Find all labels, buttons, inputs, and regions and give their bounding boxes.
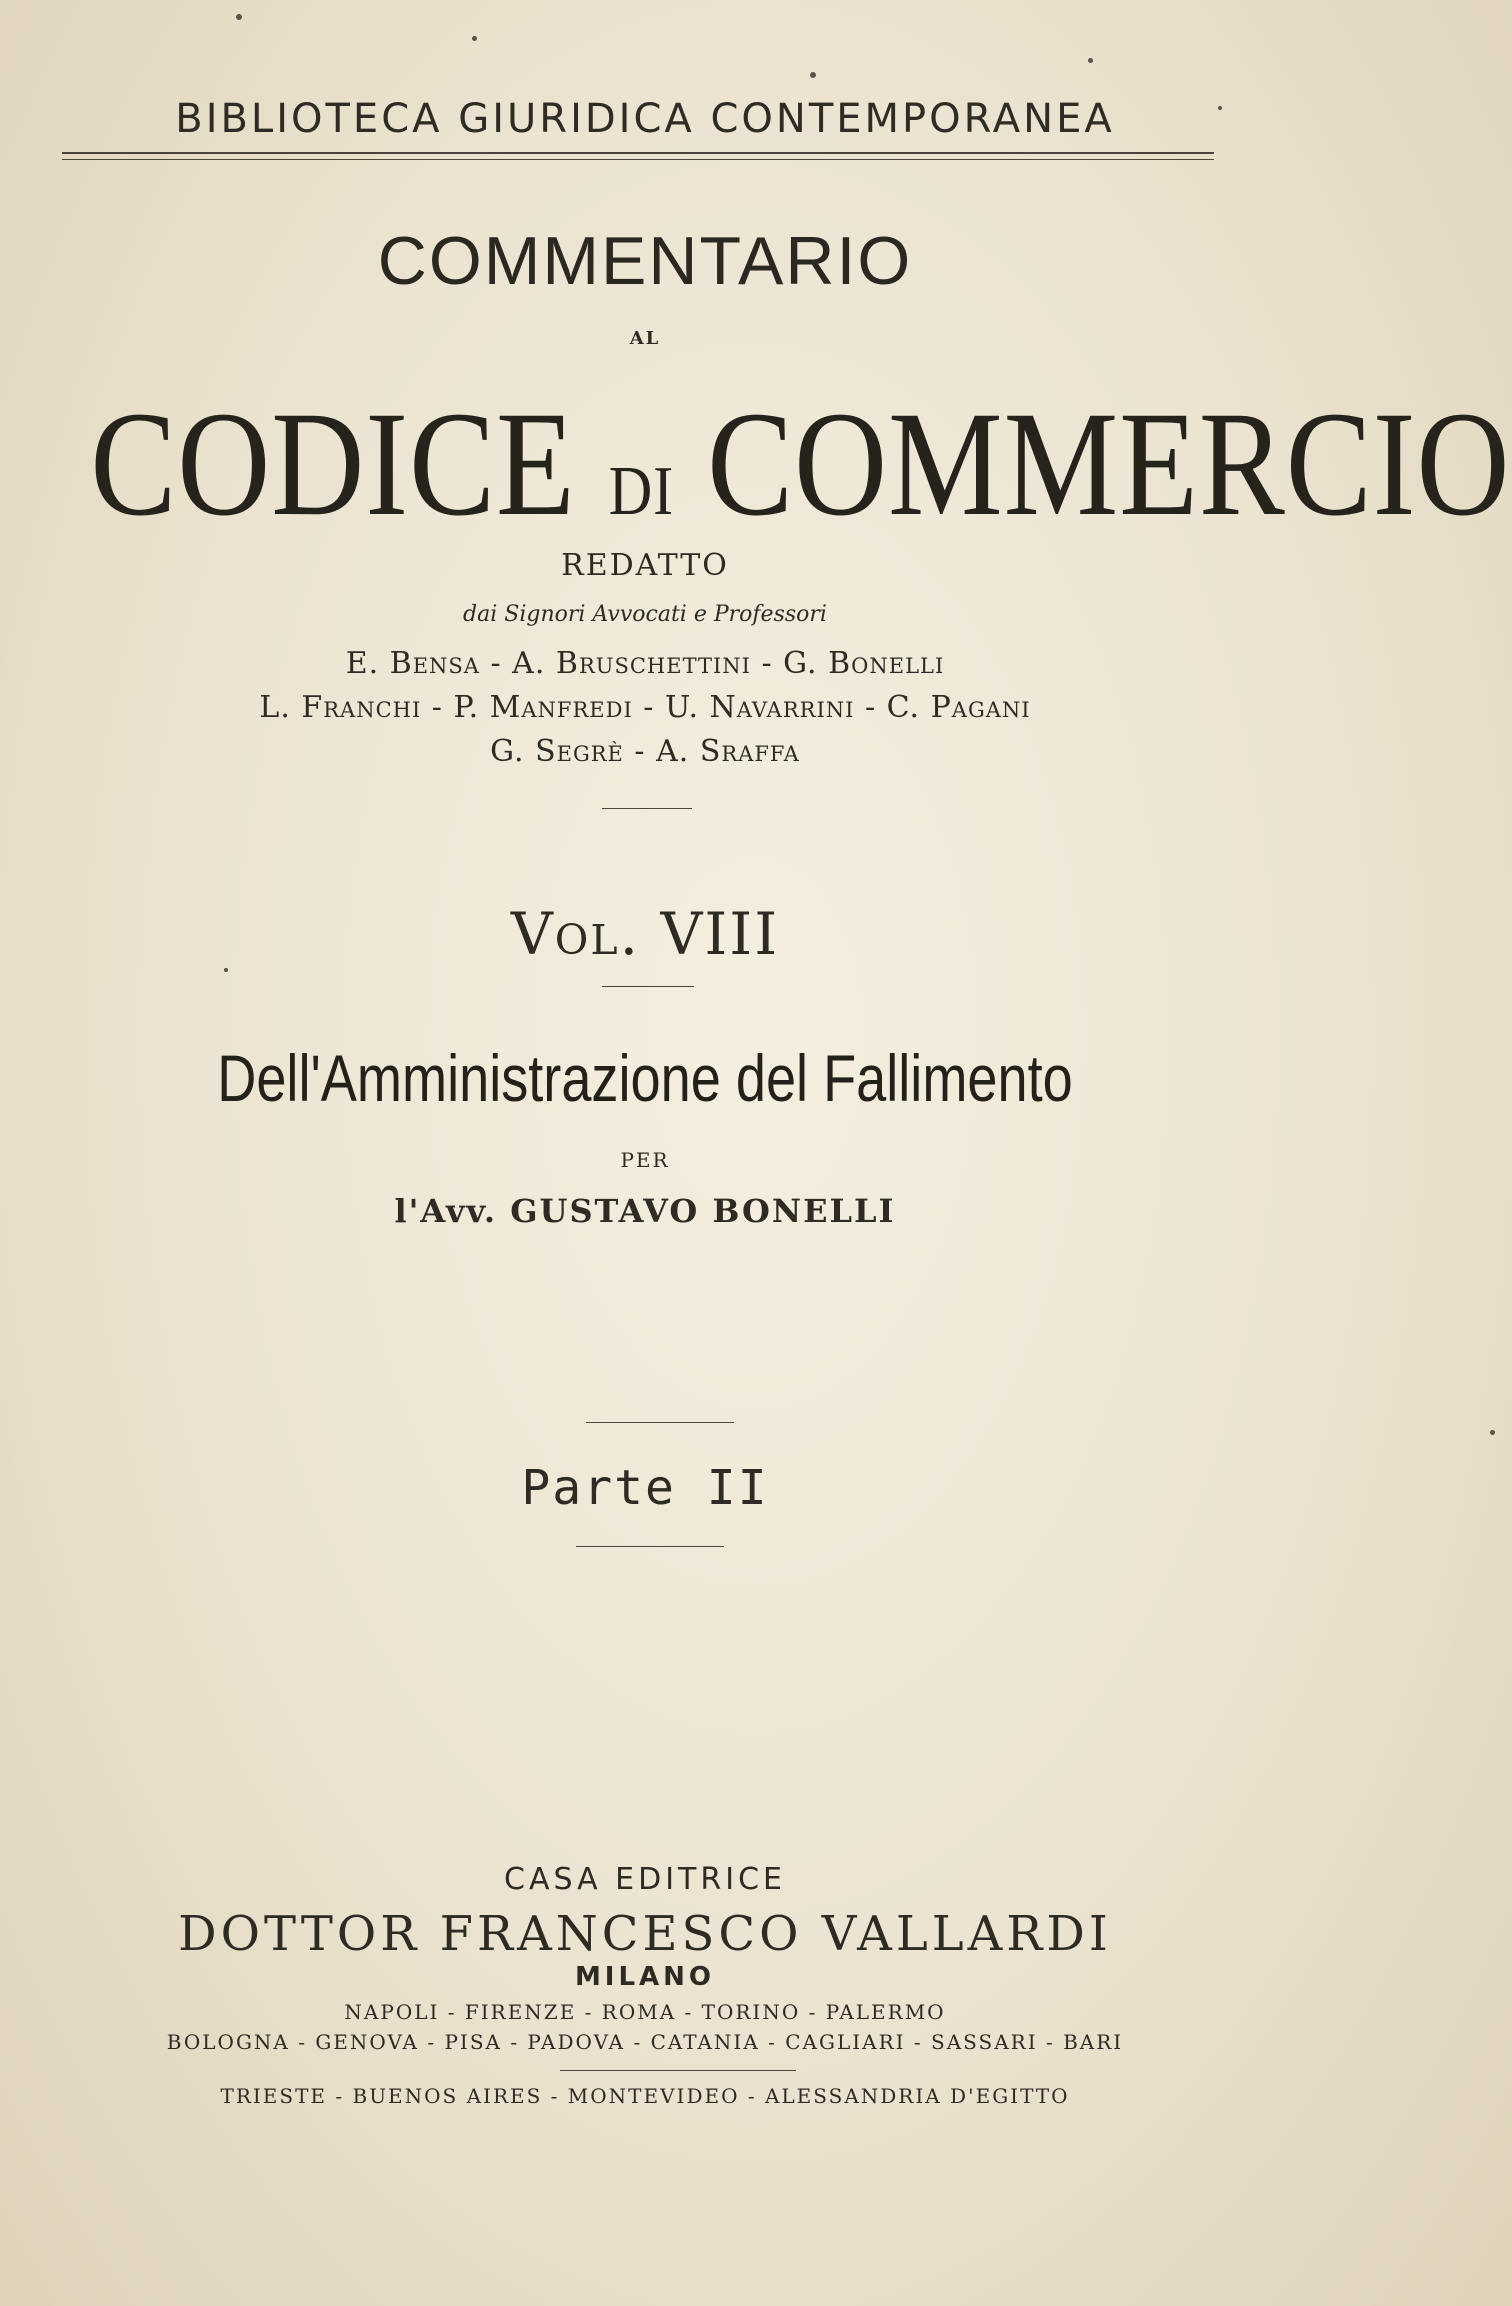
divider-3 [586,1422,734,1423]
main-title-di: DI [608,453,674,530]
main-title [90,378,1511,550]
branches-rule [560,2070,796,2071]
series-rule-bottom [62,159,1214,160]
main-title-codice: CODICE [90,381,576,547]
title-al: AL [629,328,661,349]
publisher-city: MILANO [574,1962,716,1992]
authors-line-3: G. Segrè - A. Sraffa [490,734,800,769]
authors-line-2: L. Franchi - P. Manfredi - U. Navarrini - C. Pagani [259,690,1031,725]
publisher-name: DOTTOR FRANCESCO VALLARDI [178,1906,1112,1962]
divider-4 [576,1546,724,1547]
dai-signori-line: dai Signori Avvocati e Professori [463,602,827,627]
publisher-casa-editrice: CASA EDITRICE [504,1862,786,1897]
publisher-branches-3: TRIESTE - BUENOS AIRES - MONTEVIDEO - ALESSANDRIA D'EGITTO [220,2084,1070,2108]
part-label: Parte II [521,1460,769,1516]
authors-line-1: E. Bensa - A. Bruschettini - G. Bonelli [345,646,945,681]
redatto-label: REDATTO [561,548,729,583]
author-name: l'Avv. GUSTAVO BONELLI [394,1192,896,1230]
series-rule-top [62,152,1214,154]
publisher-branches-2: BOLOGNA - GENOVA - PISA - PADOVA - CATANIA - CAGLIARI - SASSARI - BARI [166,2030,1124,2054]
volume-number: Vol. VIII [510,900,780,968]
title-commentario: COMMENTARIO [377,223,913,299]
divider-1 [602,808,692,809]
publisher-branches-1: NAPOLI - FIRENZE - ROMA - TORINO - PALERMO [344,2000,946,2024]
work-title: Dell'Amministrazione del Fallimento [217,1041,1073,1115]
per-label: PER [620,1148,670,1172]
main-title-commercio: COMMERCIO [707,381,1511,547]
series-title: BIBLIOTECA GIURIDICA CONTEMPORANEA [175,96,1115,142]
divider-2 [602,986,694,987]
